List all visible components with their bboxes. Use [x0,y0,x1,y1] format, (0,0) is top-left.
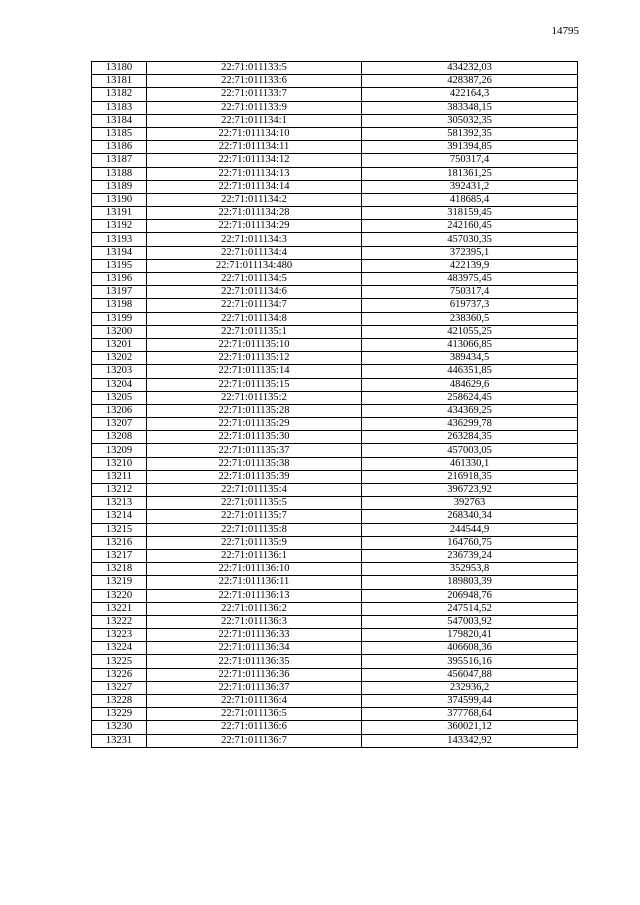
cadastral-number-cell: 22:71:011136:33 [147,629,362,642]
cadastral-number-cell: 22:71:011135:8 [147,523,362,536]
cadastral-value-cell: 242160,45 [362,220,578,233]
cadastral-number-cell: 22:71:011136:3 [147,615,362,628]
cadastral-value-cell: 164760,75 [362,536,578,549]
table-row [92,536,578,549]
row-number-cell: 13205 [92,391,147,404]
cadastral-value-cell: 377768,64 [362,708,578,721]
row-number-cell: 13191 [92,207,147,220]
cadastral-number-cell: 22:71:011135:38 [147,457,362,470]
table-row [92,708,578,721]
row-number-cell: 13210 [92,457,147,470]
row-number-cell: 13213 [92,497,147,510]
row-number-cell: 13225 [92,655,147,668]
cadastral-value-cell: 263284,35 [362,431,578,444]
cadastral-number-cell: 22:71:011136:10 [147,563,362,576]
table-row [92,167,578,180]
cadastral-value-cell: 391394,85 [362,141,578,154]
cadastral-number-cell: 22:71:011136:5 [147,708,362,721]
cadastral-value-cell: 236739,24 [362,549,578,562]
row-number-cell: 13231 [92,734,147,747]
cadastral-value-cell: 421055,25 [362,325,578,338]
row-number-cell: 13204 [92,378,147,391]
table-row [92,431,578,444]
cadastral-number-cell: 22:71:011134:29 [147,220,362,233]
cadastral-value-cell: 619737,3 [362,299,578,312]
table-row [92,62,578,75]
table-row [92,378,578,391]
row-number-cell: 13198 [92,299,147,312]
table-row [92,404,578,417]
table-row [92,523,578,536]
row-number-cell: 13226 [92,668,147,681]
table-row [92,615,578,628]
row-number-cell: 13206 [92,404,147,417]
cadastral-value-cell: 181361,25 [362,167,578,180]
row-number-cell: 13209 [92,444,147,457]
table-row [92,734,578,747]
row-number-cell: 13202 [92,352,147,365]
table-row [92,273,578,286]
table-row [92,233,578,246]
cadastral-number-cell: 22:71:011136:2 [147,602,362,615]
row-number-cell: 13193 [92,233,147,246]
row-number-cell: 13230 [92,721,147,734]
cadastral-value-cell: 179820,41 [362,629,578,642]
table-row [92,470,578,483]
row-number-cell: 13207 [92,418,147,431]
cadastral-value-cell: 143342,92 [362,734,578,747]
cadastral-value-cell: 456047,88 [362,668,578,681]
row-number-cell: 13201 [92,338,147,351]
table-row [92,510,578,523]
cadastral-number-cell: 22:71:011135:5 [147,497,362,510]
table-row [92,299,578,312]
table-row [92,549,578,562]
table-row [92,141,578,154]
table-row [92,668,578,681]
cadastral-value-cell: 457030,35 [362,233,578,246]
cadastral-number-cell: 22:71:011136:1 [147,549,362,562]
page-number: 14795 [551,25,579,37]
table-row [92,127,578,140]
cadastral-value-cell: 244544,9 [362,523,578,536]
cadastral-number-cell: 22:71:011136:37 [147,681,362,694]
table-body [92,62,578,748]
cadastral-number-cell: 22:71:011133:9 [147,101,362,114]
table-row [92,259,578,272]
cadastral-number-cell: 22:71:011134:12 [147,154,362,167]
cadastral-value-cell: 422139,9 [362,259,578,272]
row-number-cell: 13181 [92,75,147,88]
cadastral-number-cell: 22:71:011135:10 [147,338,362,351]
cadastral-value-cell: 389434,5 [362,352,578,365]
cadastral-number-cell: 22:71:011134:14 [147,180,362,193]
row-number-cell: 13203 [92,365,147,378]
row-number-cell: 13219 [92,576,147,589]
row-number-cell: 13218 [92,563,147,576]
table-row [92,75,578,88]
row-number-cell: 13199 [92,312,147,325]
table-row [92,484,578,497]
row-number-cell: 13187 [92,154,147,167]
table-row [92,576,578,589]
cadastral-value-cell: 461330,1 [362,457,578,470]
cadastral-number-cell: 22:71:011135:2 [147,391,362,404]
row-number-cell: 13220 [92,589,147,602]
cadastral-number-cell: 22:71:011135:28 [147,404,362,417]
table-row [92,563,578,576]
table-row [92,602,578,615]
cadastral-value-cell: 268340,34 [362,510,578,523]
cadastral-number-cell: 22:71:011135:4 [147,484,362,497]
cadastral-value-cell: 483975,45 [362,273,578,286]
cadastral-value-cell: 750317,4 [362,286,578,299]
cadastral-value-cell: 189803,39 [362,576,578,589]
cadastral-value-cell: 360021,12 [362,721,578,734]
table-row [92,286,578,299]
table-row [92,101,578,114]
row-number-cell: 13186 [92,141,147,154]
table-row [92,180,578,193]
cadastral-value-cell: 418685,4 [362,193,578,206]
cadastral-value-cell: 547003,92 [362,615,578,628]
table-row [92,721,578,734]
row-number-cell: 13222 [92,615,147,628]
row-number-cell: 13223 [92,629,147,642]
table-row [92,391,578,404]
cadastral-number-cell: 22:71:011135:14 [147,365,362,378]
cadastral-value-cell: 372395,1 [362,246,578,259]
cadastral-value-cell: 428387,26 [362,75,578,88]
cadastral-value-cell: 305032,35 [362,114,578,127]
cadastral-value-cell: 395516,16 [362,655,578,668]
cadastral-value-cell: 247514,52 [362,602,578,615]
cadastral-number-cell: 22:71:011136:6 [147,721,362,734]
row-number-cell: 13196 [92,273,147,286]
table-row [92,629,578,642]
cadastral-number-cell: 22:71:011134:4 [147,246,362,259]
table-row [92,497,578,510]
cadastral-value-cell: 484629,6 [362,378,578,391]
cadastral-value-cell: 392431,2 [362,180,578,193]
cadastral-number-cell: 22:71:011136:13 [147,589,362,602]
row-number-cell: 13180 [92,62,147,75]
cadastral-value-cell: 434369,25 [362,404,578,417]
table-row [92,365,578,378]
cadastral-value-cell: 238360,5 [362,312,578,325]
cadastral-number-cell: 22:71:011134:3 [147,233,362,246]
cadastral-number-cell: 22:71:011134:6 [147,286,362,299]
cadastral-value-cell: 318159,45 [362,207,578,220]
cadastral-number-cell: 22:71:011133:5 [147,62,362,75]
cadastral-number-cell: 22:71:011135:39 [147,470,362,483]
cadastral-value-cell: 396723,92 [362,484,578,497]
row-number-cell: 13212 [92,484,147,497]
cadastral-number-cell: 22:71:011135:9 [147,536,362,549]
row-number-cell: 13185 [92,127,147,140]
row-number-cell: 13182 [92,88,147,101]
row-number-cell: 13184 [92,114,147,127]
cadastral-number-cell: 22:71:011135:37 [147,444,362,457]
cadastral-number-cell: 22:71:011135:1 [147,325,362,338]
table-row [92,114,578,127]
row-number-cell: 13200 [92,325,147,338]
table-row [92,352,578,365]
table-row [92,444,578,457]
table-row [92,246,578,259]
cadastral-value-cell: 392763 [362,497,578,510]
cadastral-number-cell: 22:71:011134:7 [147,299,362,312]
cadastral-value-cell: 406608,36 [362,642,578,655]
table-row [92,338,578,351]
row-number-cell: 13221 [92,602,147,615]
cadastral-number-cell: 22:71:011134:5 [147,273,362,286]
table-row [92,589,578,602]
cadastral-value-table [91,61,578,748]
row-number-cell: 13217 [92,549,147,562]
row-number-cell: 13188 [92,167,147,180]
cadastral-value-cell: 352953,8 [362,563,578,576]
cadastral-value-cell: 413066,85 [362,338,578,351]
cadastral-number-cell: 22:71:011134:8 [147,312,362,325]
cadastral-number-cell: 22:71:011133:6 [147,75,362,88]
row-number-cell: 13195 [92,259,147,272]
cadastral-number-cell: 22:71:011135:29 [147,418,362,431]
row-number-cell: 13190 [92,193,147,206]
table-row [92,154,578,167]
cadastral-value-cell: 422164,3 [362,88,578,101]
table-row [92,220,578,233]
table-row [92,312,578,325]
row-number-cell: 13183 [92,101,147,114]
table-row [92,681,578,694]
row-number-cell: 13228 [92,695,147,708]
cadastral-value-cell: 206948,76 [362,589,578,602]
row-number-cell: 13194 [92,246,147,259]
row-number-cell: 13189 [92,180,147,193]
table-row [92,655,578,668]
cadastral-value-cell: 750317,4 [362,154,578,167]
cadastral-value-cell: 374599,44 [362,695,578,708]
cadastral-number-cell: 22:71:011135:7 [147,510,362,523]
cadastral-number-cell: 22:71:011136:4 [147,695,362,708]
cadastral-value-cell: 446351,85 [362,365,578,378]
cadastral-number-cell: 22:71:011134:480 [147,259,362,272]
cadastral-number-cell: 22:71:011136:11 [147,576,362,589]
cadastral-value-cell: 383348,15 [362,101,578,114]
row-number-cell: 13227 [92,681,147,694]
table-row [92,418,578,431]
cadastral-value-cell: 457003,05 [362,444,578,457]
table-row [92,695,578,708]
cadastral-number-cell: 22:71:011136:7 [147,734,362,747]
table-row [92,457,578,470]
cadastral-number-cell: 22:71:011135:30 [147,431,362,444]
row-number-cell: 13214 [92,510,147,523]
cadastral-number-cell: 22:71:011134:28 [147,207,362,220]
cadastral-number-cell: 22:71:011136:34 [147,642,362,655]
cadastral-number-cell: 22:71:011134:11 [147,141,362,154]
cadastral-value-cell: 581392,35 [362,127,578,140]
cadastral-value-cell: 258624,45 [362,391,578,404]
cadastral-number-cell: 22:71:011135:12 [147,352,362,365]
row-number-cell: 13208 [92,431,147,444]
cadastral-number-cell: 22:71:011135:15 [147,378,362,391]
cadastral-number-cell: 22:71:011133:7 [147,88,362,101]
cadastral-value-cell: 232936,2 [362,681,578,694]
row-number-cell: 13192 [92,220,147,233]
row-number-cell: 13229 [92,708,147,721]
cadastral-number-cell: 22:71:011134:10 [147,127,362,140]
table-row [92,193,578,206]
table-row [92,207,578,220]
cadastral-number-cell: 22:71:011136:35 [147,655,362,668]
row-number-cell: 13215 [92,523,147,536]
row-number-cell: 13216 [92,536,147,549]
row-number-cell: 13224 [92,642,147,655]
table-row [92,325,578,338]
cadastral-number-cell: 22:71:011134:1 [147,114,362,127]
table-row [92,88,578,101]
cadastral-value-cell: 436299,78 [362,418,578,431]
cadastral-value-cell: 434232,03 [362,62,578,75]
table-row [92,642,578,655]
cadastral-number-cell: 22:71:011134:2 [147,193,362,206]
row-number-cell: 13197 [92,286,147,299]
cadastral-number-cell: 22:71:011134:13 [147,167,362,180]
row-number-cell: 13211 [92,470,147,483]
cadastral-number-cell: 22:71:011136:36 [147,668,362,681]
cadastral-value-cell: 216918,35 [362,470,578,483]
